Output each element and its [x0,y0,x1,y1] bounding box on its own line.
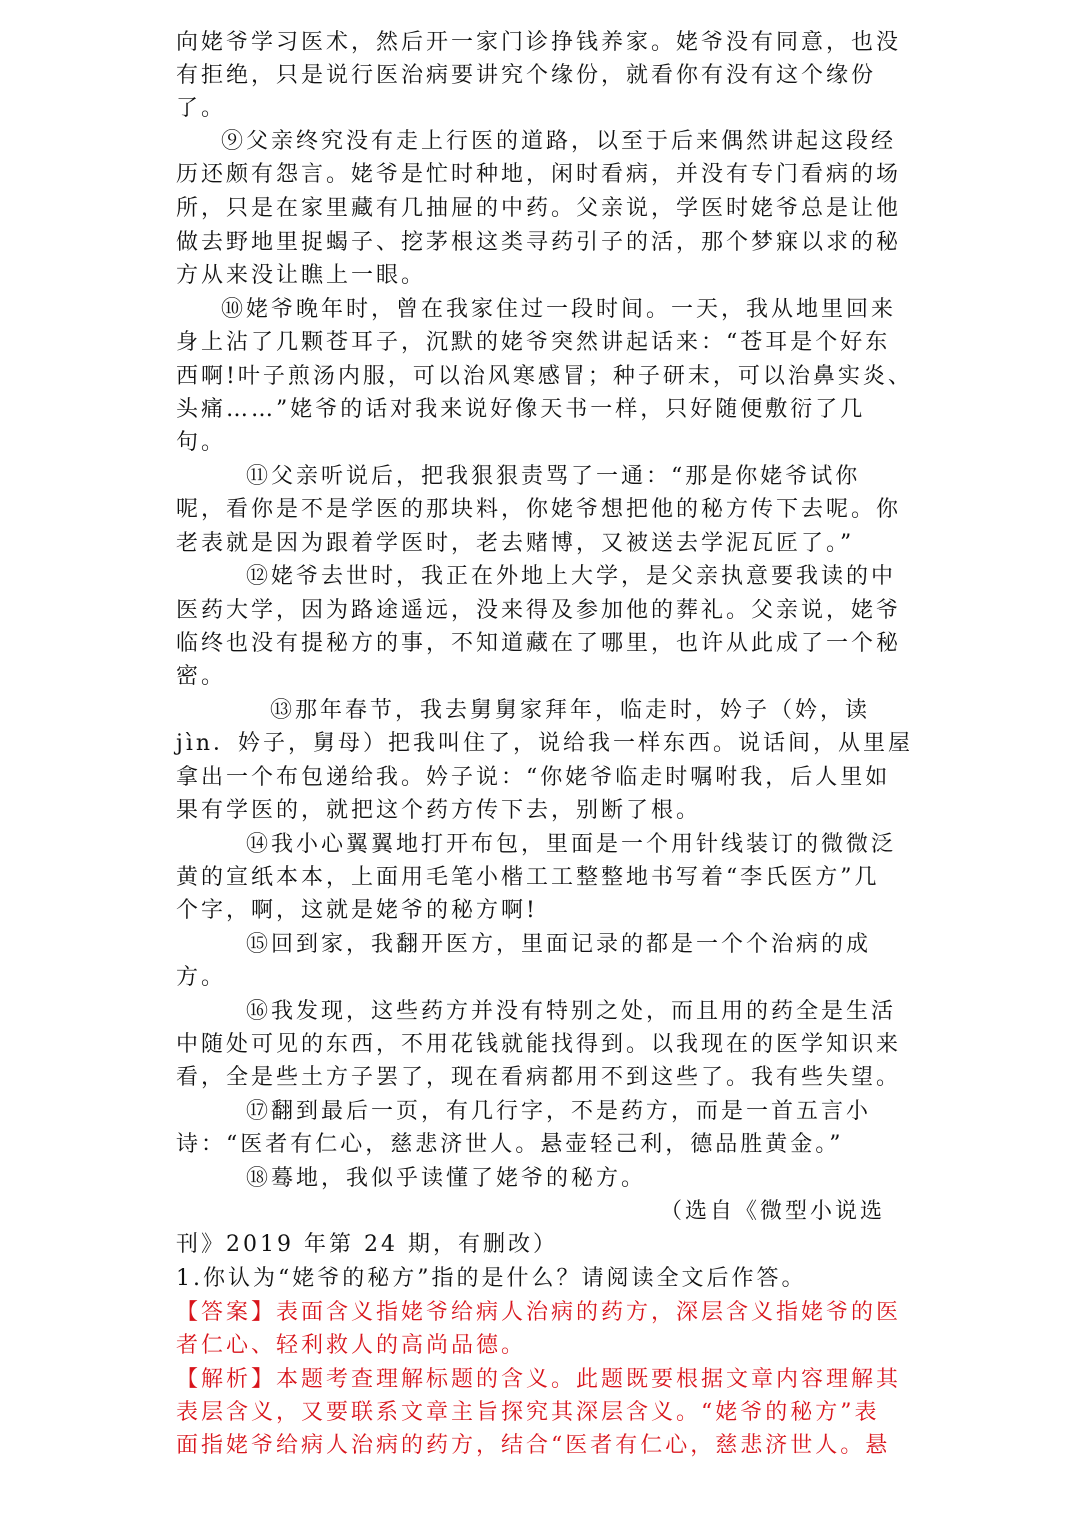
text-line: 句。 [176,430,227,455]
text-line: 西啊!叶子煎汤内服，可以治风寒感冒；种子研末，可以治鼻实炎、 [176,364,913,389]
text-line: 临终也没有提秘方的事，不知道藏在了哪里，也许从此成了一个秘 [176,631,902,656]
text-line: jìn．妗子，舅母）把我叫住了，说给我一样东西。说话间，从里屋 [176,731,914,756]
text-line: ⑯我发现，这些药方并没有特别之处，而且用的药全是生活 [246,999,897,1024]
text-line: 密。 [176,664,227,689]
text-line: ⑰翻到最后一页，有几行字，不是药方，而是一首五言小 [246,1099,872,1124]
analysis-text: 面指姥爷给病人治病的药方，结合“医者有仁心，慈悲济世人。悬 [176,1433,891,1458]
analysis-text: 表层含义，又要联系文章主旨探究其深层含义。“姥爷的秘方”表 [176,1400,880,1425]
text-line: 诗：“医者有仁心，慈悲济世人。悬壶轻己利，德品胜黄金。” [176,1132,844,1157]
text-line: 身上沾了几颗苍耳子，沉默的姥爷突然讲起话来：“苍耳是个好东 [176,330,891,355]
text-line: ⑩姥爷晚年时，曾在我家住过一段时间。一天，我从地里回来 [221,297,897,322]
text-line: 黄的宣纸本本，上面用毛笔小楷工工整整地书写着“李氏医方”几 [176,865,880,890]
text-line: ⑫姥爷去世时，我正在外地上大学，是父亲执意要我读的中 [246,564,897,589]
text-line: 老表就是因为跟着学医时，老去赌博，又被送去学泥瓦匠了。” [176,531,855,556]
text-line: 向姥爷学习医术，然后开一家门诊挣钱养家。姥爷没有同意，也没 [176,30,902,55]
text-line: ⑭我小心翼翼地打开布包，里面是一个用针线装订的微微泛 [246,832,897,857]
text-line: 所，只是在家里藏有几抽屉的中药。父亲说，学医时姥爷总是让他 [176,196,902,221]
text-line: ⑮回到家，我翻开医方，里面记录的都是一个个治病的成 [246,932,872,957]
text-line: ⑱蓦地，我似乎读懂了姥爷的秘方。 [246,1166,647,1191]
text-line: 看，全是些土方子罢了，现在看病都用不到这些了。我有些失望。 [176,1065,902,1090]
text-line: 有拒绝，只是说行医治病要讲究个缘份，就看你有没有这个缘份 [176,63,877,88]
text-line: 呢，看你是不是学医的那块料，你姥爷想把他的秘方传下去呢。你 [176,497,902,522]
question-text: 1.你认为“姥爷的秘方”指的是什么？请阅读全文后作答。 [176,1266,807,1291]
text-line: 中随处可见的东西，不用花钱就能找得到。以我现在的医学知识来 [176,1032,902,1057]
text-line: 做去野地里捉蝎子、挖茅根这类寻药引子的活，那个梦寐以求的秘 [176,230,902,255]
source-citation: （选自《微型小说选 [660,1199,886,1224]
answer-text: 【答案】表面含义指姥爷给病人治病的药方，深层含义指姥爷的医 [176,1300,902,1325]
text-line: ⑪父亲听说后，把我狠狠责骂了一通：“那是你姥爷试你 [246,464,861,489]
analysis-text: 【解析】本题考查理解标题的含义。此题既要根据文章内容理解其 [176,1367,902,1392]
text-line: 方。 [176,965,227,990]
text-line: 果有学医的，就把这个药方传下去，别断了根。 [176,798,702,823]
text-line: 了。 [176,96,227,121]
source-citation: 刊》2019 年第 24 期，有删改） [176,1232,558,1257]
text-line: 历还颇有怨言。姥爷是忙时种地，闲时看病，并没有专门看病的场 [176,162,902,187]
text-line: 拿出一个布包递给我。妗子说：“你姥爷临走时嘱咐我，后人里如 [176,765,891,790]
text-line: 个字，啊，这就是姥爷的秘方啊! [176,898,538,923]
text-line: 方从来没让瞧上一眼。 [176,263,427,288]
answer-text: 者仁心、轻利救人的高尚品德。 [176,1333,527,1358]
text-line: 头痛……”姥爷的话对我来说好像天书一样，只好随便敷衍了几 [176,397,866,422]
text-line: 医药大学，因为路途遥远，没来得及参加他的葬礼。父亲说，姥爷 [176,598,902,623]
text-line: ⑨父亲终究没有走上行医的道路，以至于后来偶然讲起这段经 [221,129,897,154]
text-line: ⑬那年春节，我去舅舅家拜年，临走时，妗子（妗，读 [270,698,871,723]
